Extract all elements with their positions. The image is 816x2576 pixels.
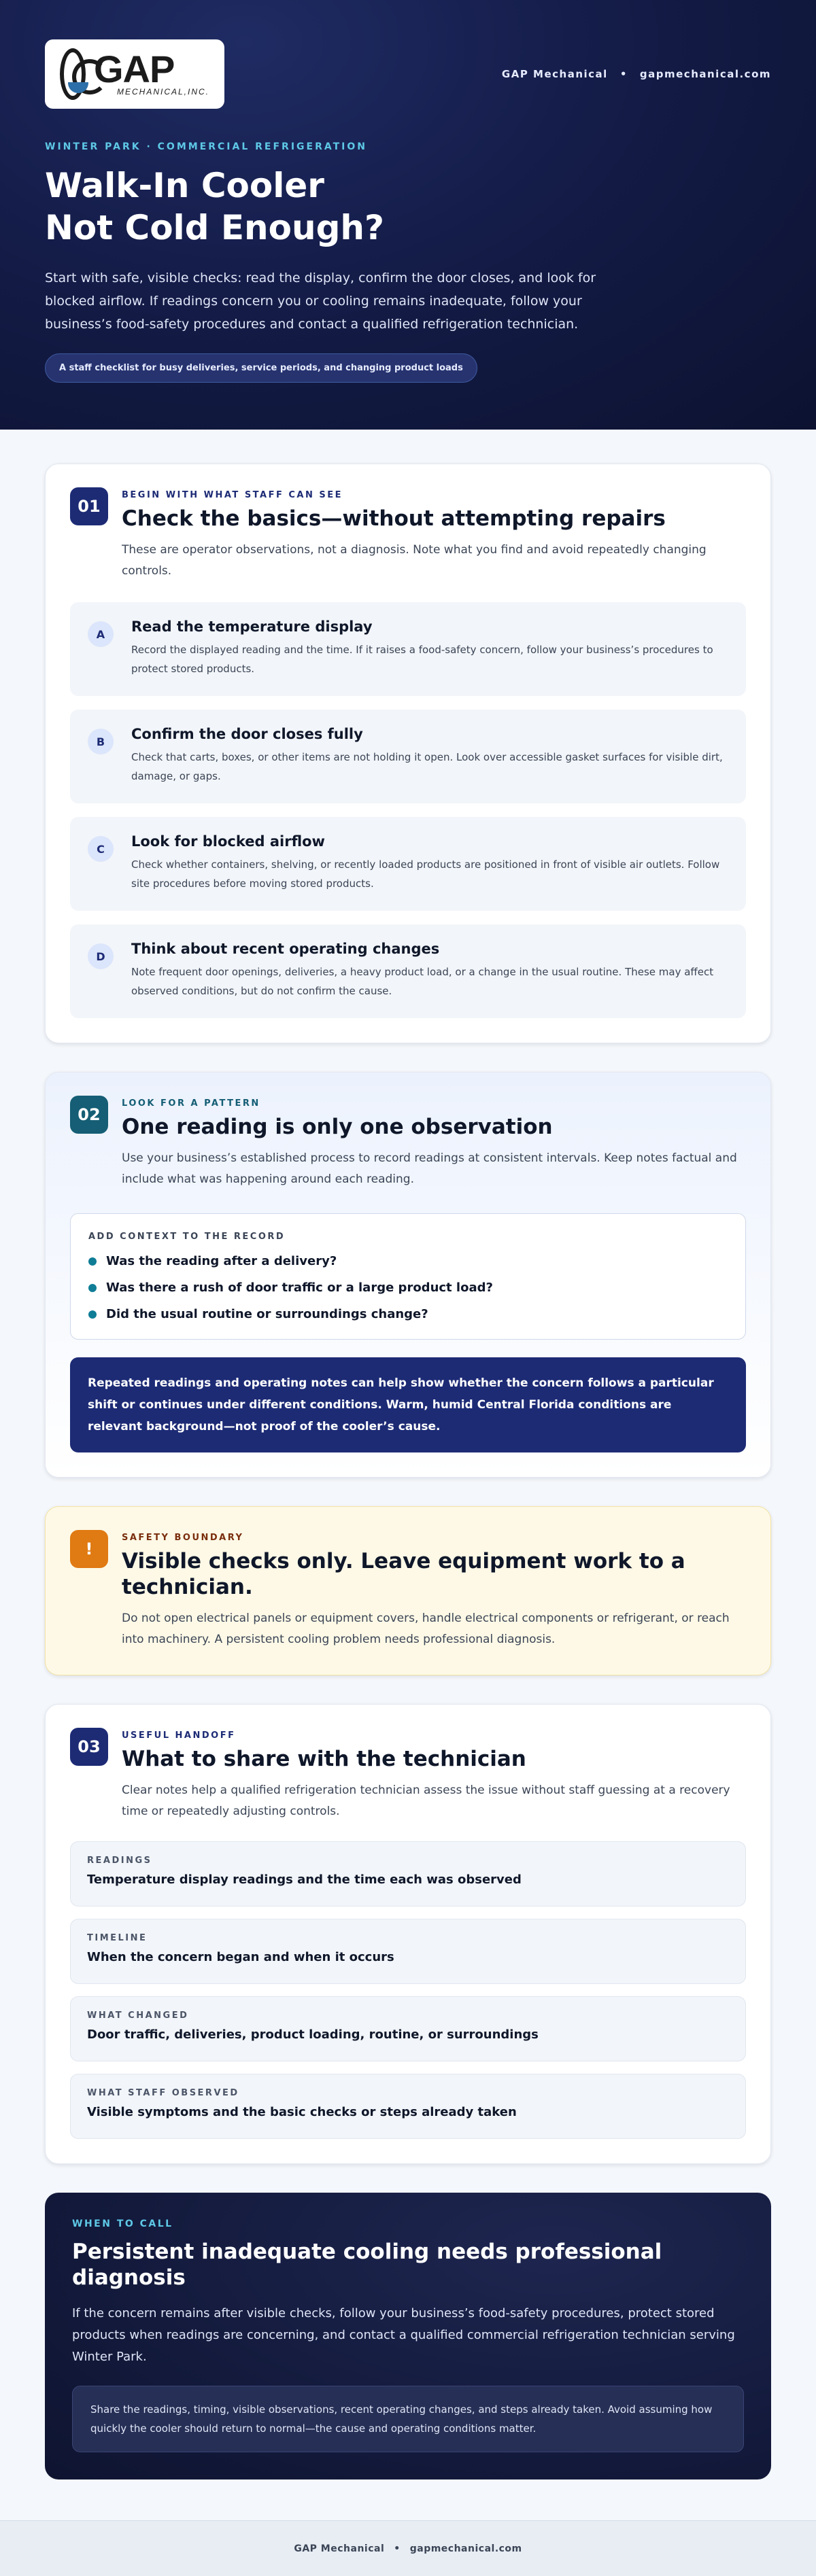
section-eyebrow: BEGIN WITH WHAT STAFF CAN SEE	[122, 490, 343, 500]
main-content	[0, 430, 816, 2479]
handoff-value: Door traffic, deliveries, product loading, routine, or surroundings	[87, 2027, 539, 2042]
section-safety-boundary	[45, 1506, 771, 1675]
handoff-value: Temperature display readings and the time each was observed	[87, 1873, 522, 1887]
section-header	[70, 1096, 746, 1190]
checklist-item	[70, 710, 746, 803]
context-box	[70, 1213, 746, 1340]
checklist-item	[70, 817, 746, 911]
section-header	[70, 1530, 746, 1650]
section-title: Check the basics—without attempting repairs	[122, 506, 666, 531]
section-title: One reading is only one observation	[122, 1115, 553, 1139]
handoff-item	[70, 2074, 746, 2139]
checklist-letter-badge: A	[88, 621, 114, 647]
section-heading	[122, 1530, 746, 1650]
checklist-item-body	[131, 726, 728, 787]
section-number-badge: 01	[70, 487, 108, 525]
call-eyebrow: WHEN TO CALL	[72, 2218, 173, 2229]
footer-website-link[interactable]: gapmechanical.com	[409, 2543, 522, 2554]
handoff-label: READINGS	[87, 1856, 152, 1866]
handoff-label: WHAT STAFF OBSERVED	[87, 2088, 239, 2098]
section-heading	[122, 1728, 746, 1822]
section-number-badge: 02	[70, 1096, 108, 1134]
footer	[0, 2520, 816, 2576]
checklist-letter-badge: C	[88, 836, 114, 862]
checklist-item-title: Think about recent operating changes	[131, 941, 440, 957]
section-description: Use your business’s established process to record readings at consistent intervals. Keep notes factual and include what was happening around each reading.	[122, 1151, 737, 1186]
section-description: Clear notes help a qualified refrigeration technician assess the issue without staff guessing at a recovery time or repeatedly adjusting controls.	[122, 1783, 730, 1818]
section-check-basics	[45, 464, 771, 1043]
handoff-label: TIMELINE	[87, 1933, 148, 1943]
handoff-item	[70, 1996, 746, 2061]
checklist-item-title: Look for blocked airflow	[131, 833, 325, 850]
hero-eyebrow: WINTER PARK · COMMERCIAL REFRIGERATION	[45, 141, 367, 152]
section-number-badge: 03	[70, 1728, 108, 1766]
call-description: If the concern remains after visible checks, follow your business’s food-safety procedures, protect stored products when readings are concerning, and contact a qualified commercial refrigeration technician serving Winter Park.	[72, 2306, 735, 2364]
checklist-item-title: Confirm the door closes fully	[131, 726, 363, 742]
checklist-item-description: Check whether containers, shelving, or recently loaded products are positioned in front of visible air outlets. Follow site procedures before moving stored products.	[131, 858, 720, 890]
hero-title	[45, 164, 771, 249]
hero-website-link[interactable]: gapmechanical.com	[639, 68, 771, 80]
hero-title-line-1: Walk-In Cooler	[45, 166, 324, 205]
handoff-label: WHAT CHANGED	[87, 2011, 189, 2021]
section-title: What to share with the technician	[122, 1747, 526, 1771]
checklist-item-description: Check that carts, boxes, or other items are not holding it open. Look over accessible gasket surfaces for visible dirt, damage, or gaps.	[131, 751, 723, 782]
section-header	[70, 1728, 746, 1822]
hero-pill-badge: A staff checklist for busy deliveries, service periods, and changing product loads	[45, 353, 477, 383]
call-title: Persistent inadequate cooling needs professional diagnosis	[72, 2240, 662, 2290]
section-heading	[122, 1096, 746, 1190]
hero-brand-name: GAP Mechanical	[501, 68, 608, 80]
checklist-item-description: Record the displayed reading and the time. If it raises a food-safety concern, follow your business’s procedures to protect stored products.	[131, 644, 713, 675]
pattern-callout: Repeated readings and operating notes can help show whether the concern follows a particular shift or continues under different conditions. Warm, humid Central Florida conditions are relevant background—not proof of the cooler’s cause.	[70, 1357, 746, 1452]
checklist-item	[70, 924, 746, 1018]
checklist-item	[70, 602, 746, 696]
checklist-item-body	[131, 941, 728, 1002]
section-title: Visible checks only. Leave equipment work to a technician.	[122, 1549, 685, 1599]
footer-separator: •	[394, 2543, 401, 2554]
hero-description: Start with safe, visible checks: read the display, confirm the door closes, and look for blocked airflow. If readings concern you or cooling remains inadequate, follow your business’s food-safety procedures and contact a qualified refrigeration technician.	[45, 271, 596, 332]
section-heading	[122, 487, 746, 582]
section-look-for-pattern	[45, 1072, 771, 1478]
section-when-to-call	[45, 2193, 771, 2479]
checklist	[70, 602, 746, 1018]
logo-name: GAP	[93, 48, 175, 90]
checklist-item-description: Note frequent door openings, deliveries, a heavy product load, or a change in the usual routine. These may affect observed conditions, but do not confirm the cause.	[131, 966, 714, 997]
section-eyebrow: LOOK FOR A PATTERN	[122, 1098, 260, 1109]
checklist-item-body	[131, 619, 728, 680]
section-description: Do not open electrical panels or equipment covers, handle electrical components or refrigerant, or reach into machinery. A persistent cooling problem needs professional diagnosis.	[122, 1612, 730, 1646]
section-description: These are operator observations, not a diagnosis. Note what you find and avoid repeatedly changing controls.	[122, 543, 707, 578]
hero-separator: •	[619, 68, 628, 80]
context-bullet: Was there a rush of door traffic or a large product load?	[88, 1281, 728, 1295]
section-eyebrow: SAFETY BOUNDARY	[122, 1533, 244, 1543]
section-header	[70, 487, 746, 582]
footer-brand-name: GAP Mechanical	[294, 2543, 385, 2554]
checklist-item-body	[131, 833, 728, 894]
context-bullet: Was the reading after a delivery?	[88, 1254, 728, 1268]
section-technician-handoff	[45, 1704, 771, 2164]
call-note: Share the readings, timing, visible observations, recent operating changes, and steps already taken. Avoid assuming how quickly the cooler should return to normal—the cause and operating conditions matter.	[72, 2386, 744, 2452]
logo-mark-icon	[60, 48, 86, 100]
handoff-item	[70, 1919, 746, 1984]
warning-icon: !	[70, 1530, 108, 1568]
checklist-letter-badge: B	[88, 729, 114, 754]
brand-logo[interactable]	[45, 39, 224, 109]
handoff-value: When the concern began and when it occurs	[87, 1950, 394, 1964]
hero-top-bar	[45, 39, 771, 109]
logo-subtitle: MECHANICAL,INC.	[116, 87, 209, 97]
hero	[0, 0, 816, 430]
checklist-item-title: Read the temperature display	[131, 619, 373, 635]
handoff-list	[70, 1841, 746, 2139]
handoff-item	[70, 1841, 746, 1907]
context-eyebrow: ADD CONTEXT TO THE RECORD	[88, 1232, 286, 1242]
hero-title-line-2: Not Cold Enough?	[45, 208, 384, 247]
hero-contact	[502, 68, 771, 80]
checklist-letter-badge: D	[88, 943, 114, 969]
logo-text	[93, 48, 209, 97]
handoff-value: Visible symptoms and the basic checks or steps already taken	[87, 2105, 517, 2119]
context-bullet: Did the usual routine or surroundings change?	[88, 1307, 728, 1321]
section-eyebrow: USEFUL HANDOFF	[122, 1730, 236, 1741]
